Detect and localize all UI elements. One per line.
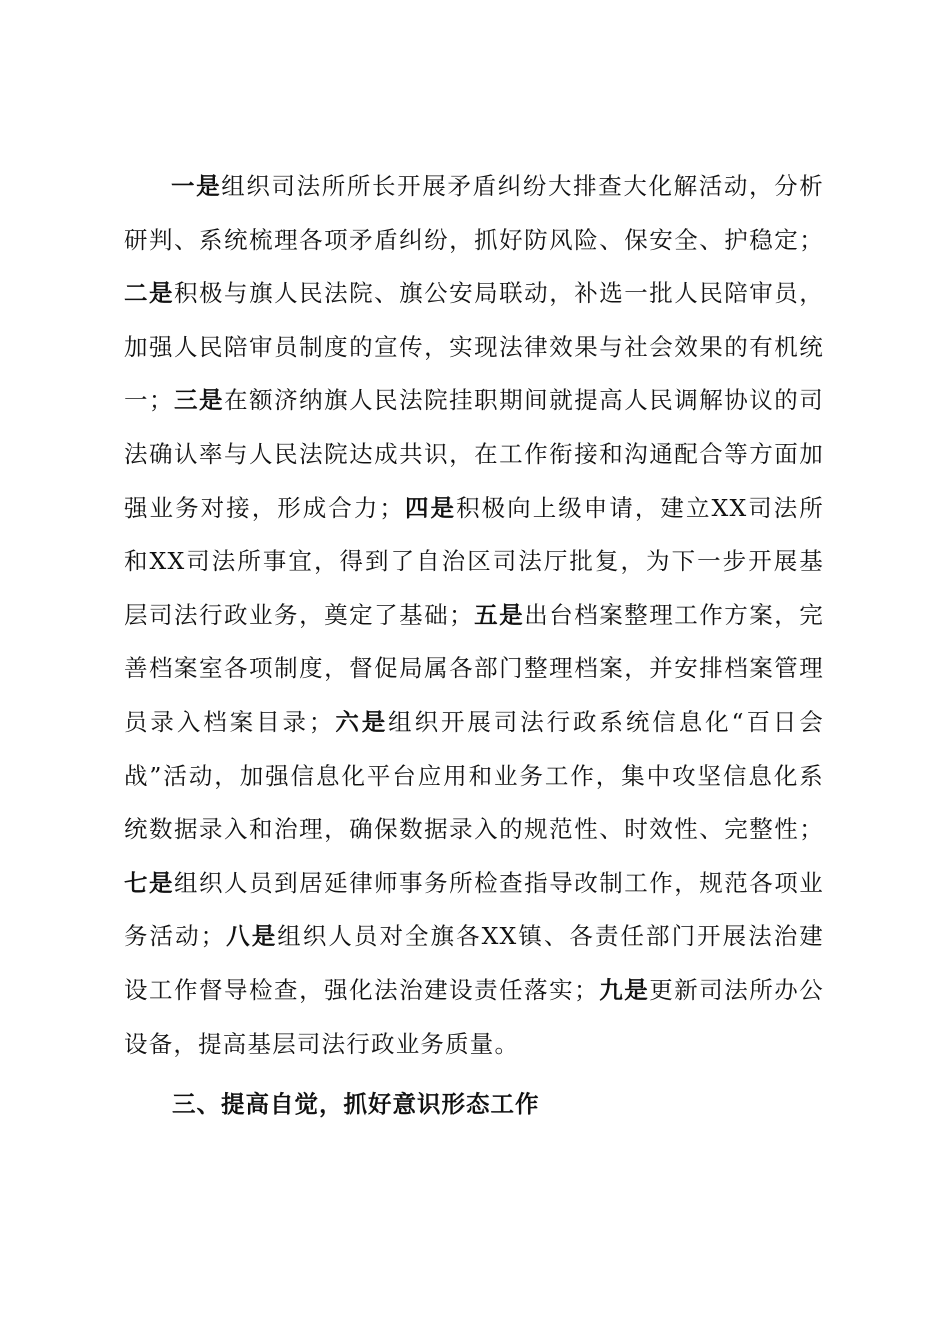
lead-term: 四是 [404, 493, 457, 522]
item-text: 更新司法所办公设备，提高基层司法行政业务质量。 [124, 975, 824, 1058]
lead-term: 五是 [473, 600, 525, 629]
lead-term: 二是 [124, 279, 175, 308]
item-text: 在额济纳旗人民法院挂职期间就提高人民调解协议的司法确认率与人民法院达成共识，在工作衔接和沟通配合等方面加强业务对接，形成合力； [124, 386, 824, 522]
item-text: 组织开展司法行政系统信息化“百日会战”活动，加强信息化平台应用和业务工作，集中攻坚信息化系统数据录入和治理，确保数据录入的规范性、时效性、完整性； [124, 707, 824, 844]
lead-term: 七是 [124, 868, 175, 897]
item-text: 出台档案整理工作方案，完善档案室各项制度，督促局属各部门整理档案，并安排档案管理员录入档案目录； [124, 600, 824, 736]
lead-term: 一是 [171, 172, 222, 200]
body-text [124, 160, 824, 1071]
item-text: 组织人员对全旗各XX镇、各责任部门开展法治建设工作督导检查，强化法治建设责任落实； [124, 922, 825, 1004]
item-text: 组织司法所所长开展矛盾纠纷大排查大化解活动，分析研判、系统梳理各项矛盾纠纷，抓好防风险、保安全、护稳定； [124, 172, 824, 254]
item-text: 积极与旗人民法院、旗公安局联动，补选一批人民陪审员，加强人民陪审员制度的宣传，实现法律效果与社会效果的有机统一； [124, 279, 824, 415]
item-text: 积极向上级申请，建立XX司法所和XX司法所事宜，得到了自治区司法厅批复，为下一步开展基层司法行政业务，奠定了基础； [124, 493, 824, 629]
lead-term: 六是 [333, 707, 389, 736]
lead-term: 八是 [225, 922, 278, 951]
item-text: 组织人员到居延律师事务所检查指导改制工作，规范各项业务活动； [124, 868, 824, 951]
lead-term: 三是 [173, 386, 225, 415]
section-heading: 三、提高自觉，抓好意识形态工作 [172, 1090, 540, 1118]
lead-term: 九是 [598, 975, 650, 1004]
paragraph [124, 160, 824, 1071]
